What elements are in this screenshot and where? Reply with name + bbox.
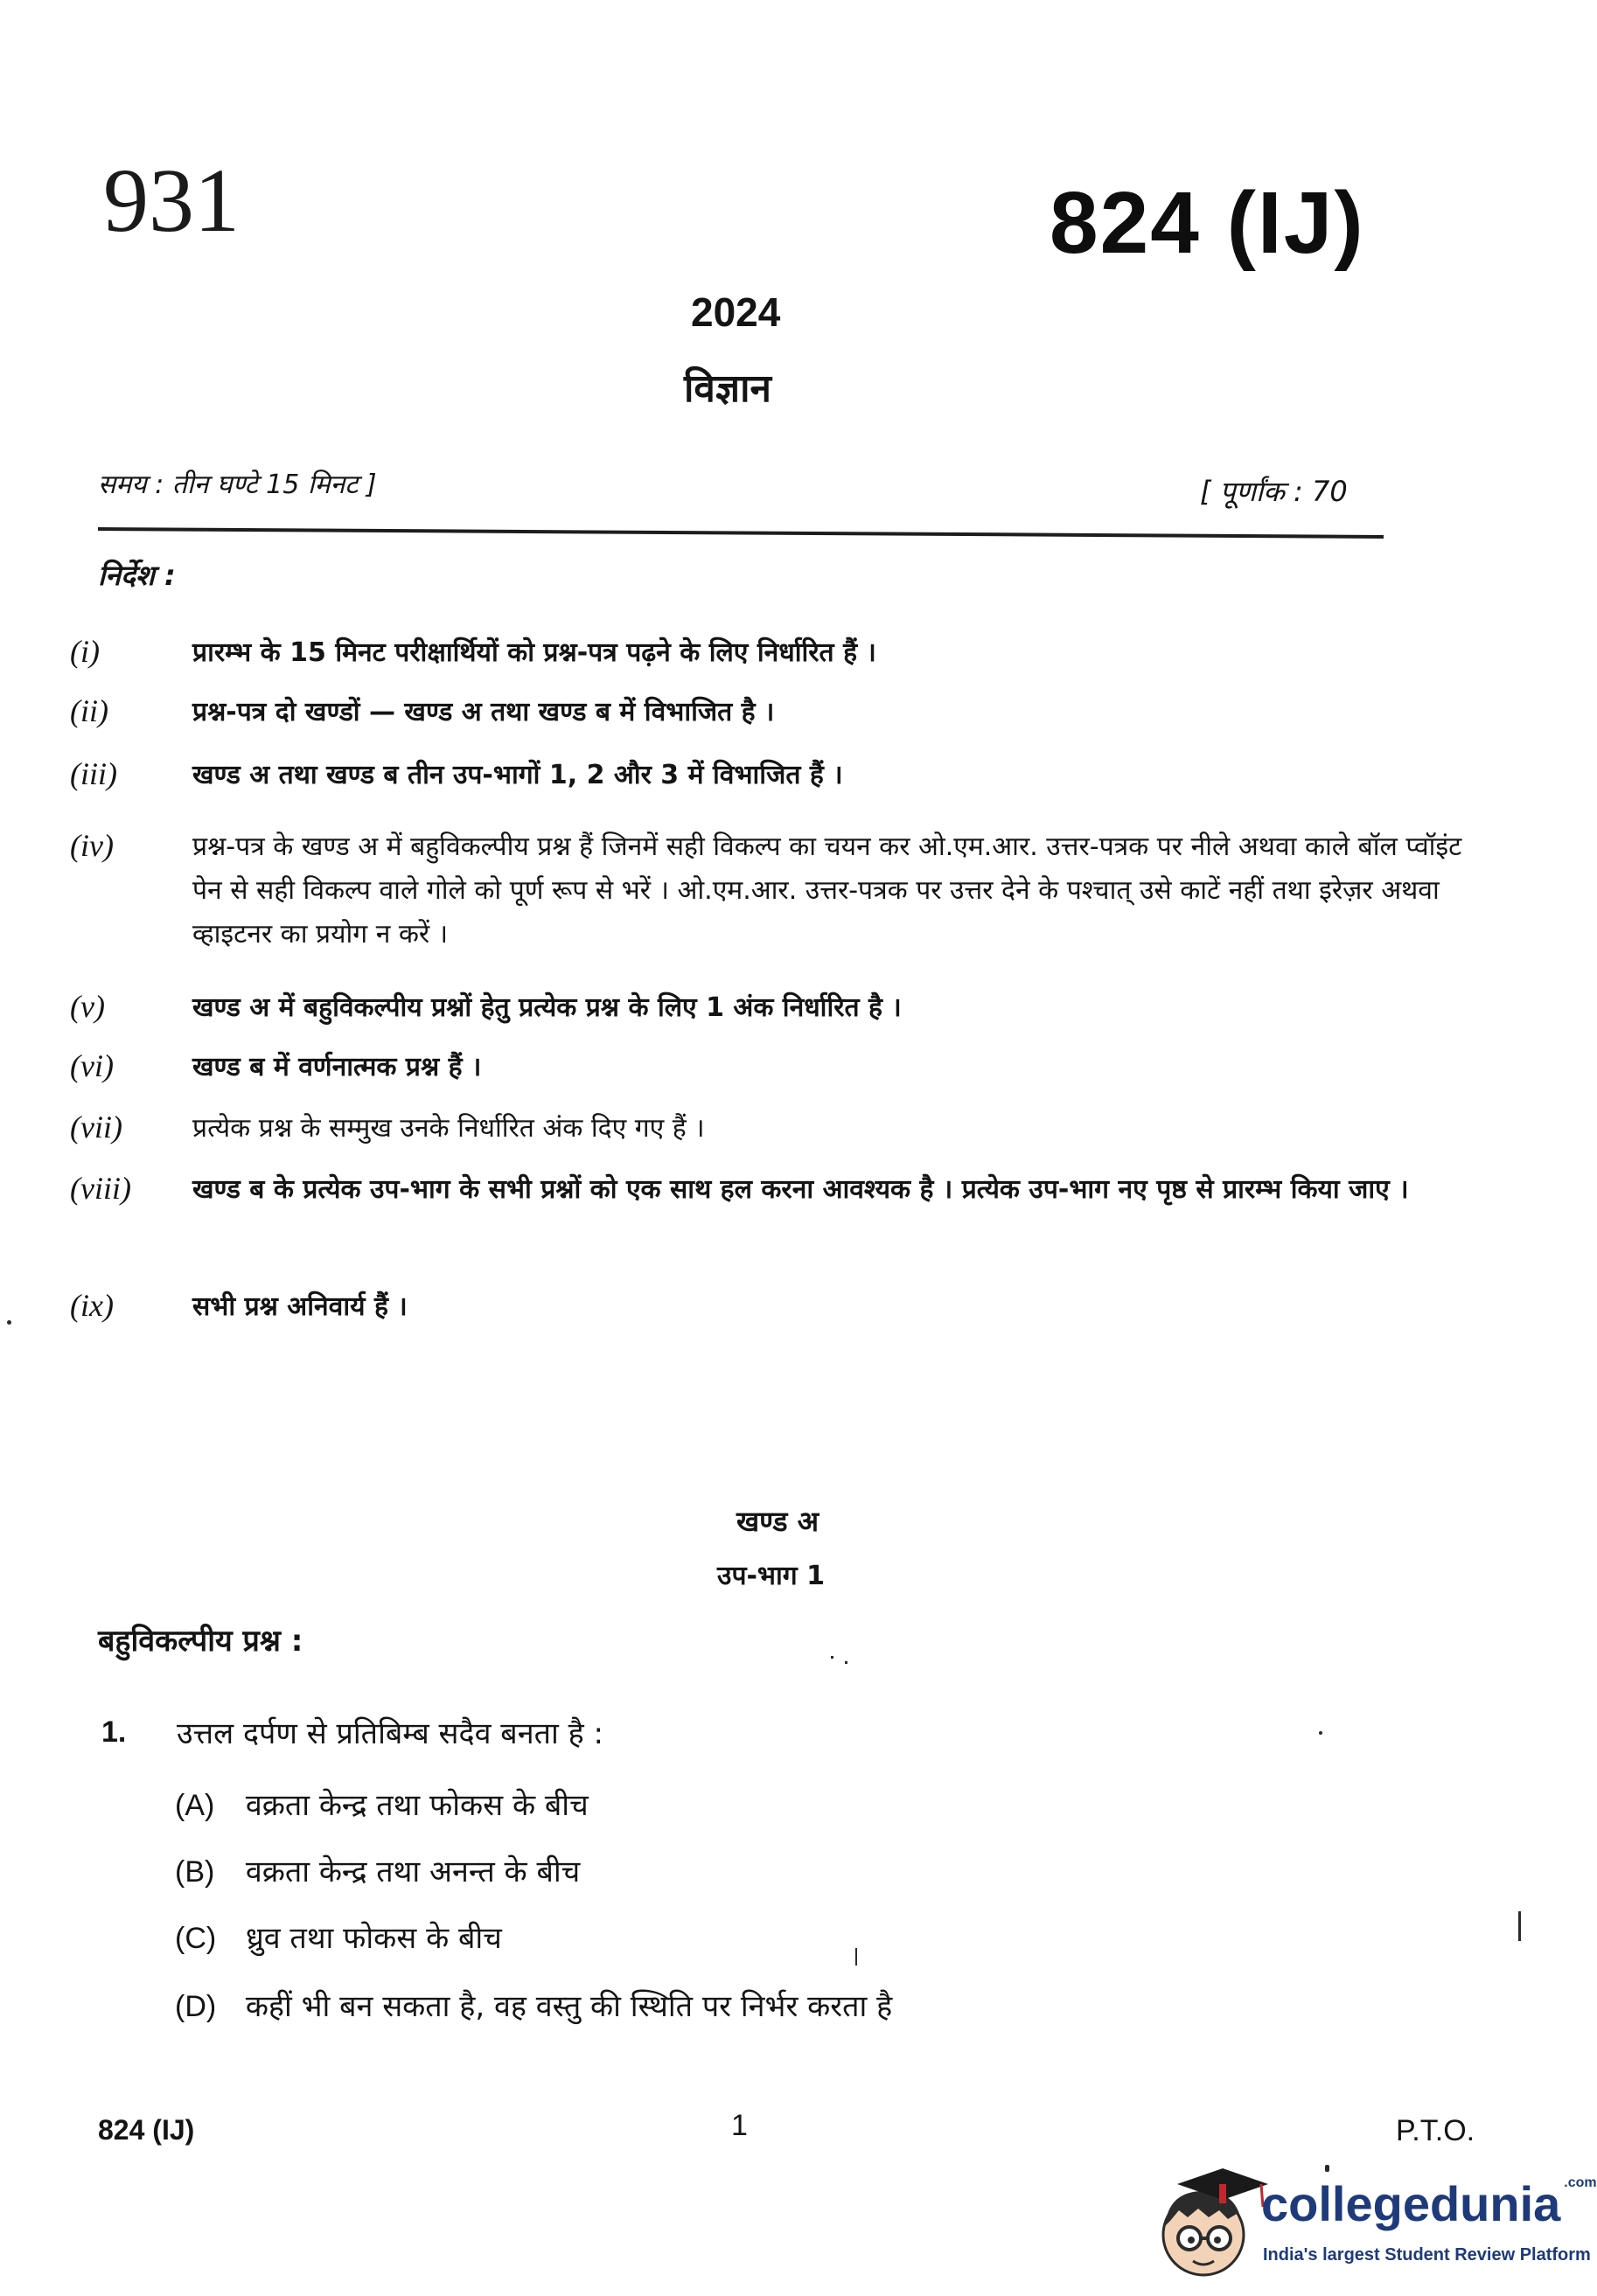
option-label: (C) [175, 1922, 217, 1955]
subsection-title: उप-भाग 1 [717, 1561, 825, 1591]
instruction-text: प्रश्न-पत्र दो खण्डों — खण्ड अ तथा खण्ड ब में विभाजित है । [192, 697, 775, 727]
instruction-number: (iv) [70, 828, 114, 863]
option-a [175, 1784, 589, 1824]
subject-title: विज्ञान [684, 366, 771, 411]
brand-suffix: .com [1564, 2175, 1597, 2190]
instruction-text: खण्ड अ तथा खण्ड ब तीन उप-भागों 1, 2 और 3 में विभाजित हैं । [192, 760, 843, 790]
option-b [175, 1850, 580, 1890]
max-marks: [ पूर्णांक : 70 [1200, 475, 1348, 508]
scan-mark [1518, 1911, 1521, 1941]
instruction-number: (i) [70, 634, 100, 669]
scan-speck [831, 1656, 833, 1659]
option-text: कहीं भी बन सकता है, वह वस्तु की स्थिति पर निर्भर करता है [245, 1989, 893, 2024]
scan-speck [845, 1661, 847, 1664]
instruction-text: प्रत्येक प्रश्न के सम्मुख उनके निर्धारित अंक दिए गए हैं । [192, 1113, 705, 1144]
instruction-number: (v) [70, 989, 105, 1024]
scan-speck [1319, 1731, 1322, 1735]
option-label: (A) [175, 1789, 215, 1822]
paper-code-right: 824 (IJ) [1050, 174, 1365, 272]
mcq-heading: बहुविकल्पीय प्रश्न : [98, 1624, 303, 1659]
instruction-text: प्रश्न-पत्र के खण्ड अ में बहुविकल्पीय प्रश्न हैं जिनमें सही विकल्प का चयन कर ओ.एम.आर. उत्तर-पत्रक पर नीले अथवा काले बॉल प्वॉइंट पेन से सही विकल्प वाले गोले को पूर्ण रूप से भरें । ओ.एम.आर. उत्तर-पत्रक पर उत्तर देने के पश्चात् उसे काटें नहीं तथा इरेज़र अथवा व्हाइटनर का प्रयोग न करें । [192, 831, 1462, 950]
section-title: खण्ड अ [736, 1505, 819, 1538]
exam-year: 2024 [691, 289, 781, 335]
scan-speck [855, 1948, 857, 1966]
instruction-text: सभी प्रश्न अनिवार्य हैं । [192, 1291, 408, 1322]
instruction-text: प्रारम्भ के 15 मिनट परीक्षार्थियों को प्रश्न-पत्र पढ़ने के लिए निर्धारित हैं । [192, 637, 876, 668]
option-d [175, 1985, 892, 2025]
please-turn-over: P.T.O. [1396, 2114, 1475, 2147]
paper-code-left: 931 [103, 150, 240, 251]
page-number: 1 [731, 2109, 748, 2142]
scan-speck [7, 1320, 11, 1325]
instruction-number: (ii) [70, 693, 108, 728]
instruction-number: (vi) [70, 1048, 114, 1083]
instruction-text: खण्ड ब के प्रत्येक उप-भाग के सभी प्रश्नों को एक साथ हल करना आवश्यक है । प्रत्येक उप-भाग नए पृष्ठ से प्रारम्भ किया जाए । [192, 1174, 1409, 1205]
option-c [175, 1917, 502, 1957]
brand-name [1261, 2175, 1597, 2232]
instruction-number: (viii) [70, 1171, 131, 1206]
option-text: ध्रुव तथा फोकस के बीच [245, 1921, 502, 1956]
instruction-number: (iii) [70, 756, 117, 791]
time-allowed: समय : तीन घण्टे 15 मिनट ] [98, 470, 377, 500]
instruction-text: खण्ड अ में बहुविकल्पीय प्रश्नों हेतु प्रत्येक प्रश्न के लिए 1 अंक निर्धारित है । [192, 992, 902, 1023]
instructions-heading: निर्देश : [98, 559, 176, 592]
question-text: उत्तल दर्पण से प्रतिबिम्ब सदैव बनता है : [177, 1716, 603, 1751]
option-label: (B) [175, 1855, 215, 1889]
instruction-number: (vii) [70, 1110, 122, 1145]
footer-paper-code: 824 (IJ) [98, 2114, 195, 2146]
instruction-number: (ix) [70, 1288, 114, 1323]
option-label: (D) [175, 1990, 217, 2023]
option-text: वक्रता केन्द्र तथा फोकस के बीच [245, 1788, 589, 1823]
brand-tagline: India's largest Student Review Platform [1263, 2245, 1591, 2265]
instruction-text: खण्ड ब में वर्णनात्मक प्रश्न हैं । [192, 1052, 482, 1082]
brand-name-text: collegedunia [1261, 2176, 1561, 2231]
question-number: 1. [101, 1715, 127, 1749]
header-rule [98, 527, 1384, 539]
option-text: वक्रता केन्द्र तथा अनन्त के बीच [245, 1854, 581, 1889]
